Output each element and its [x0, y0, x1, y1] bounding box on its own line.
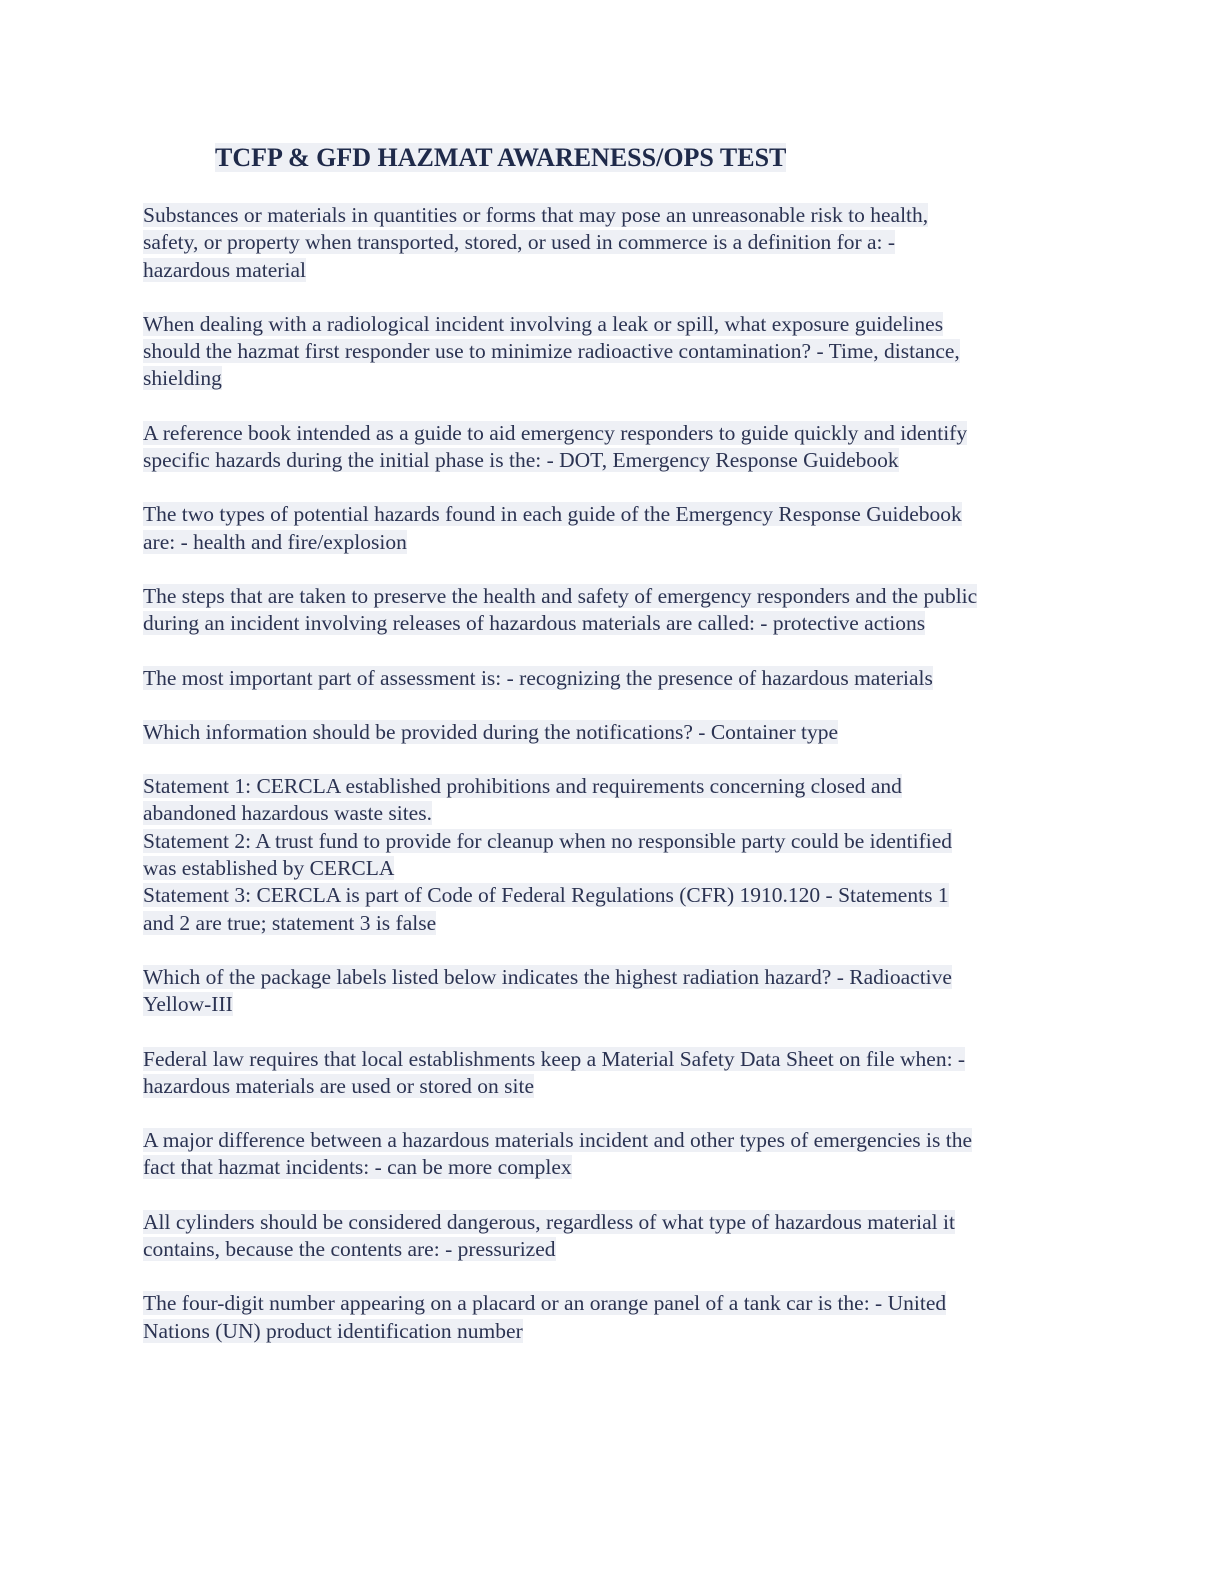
- question-line: The steps that are taken to preserve the health and safety of emergency responders and the public: [143, 583, 978, 608]
- question-line: during an incident involving releases of hazardous materials are called: - protective actions: [143, 611, 926, 636]
- question-item: [143, 1209, 1083, 1264]
- question-line: was established by CERCLA: [143, 856, 395, 881]
- question-line: The most important part of assessment is: - recognizing the presence of hazardous materials: [143, 665, 933, 690]
- question-line: Statement 2: A trust fund to provide for cleanup when no responsible party could be identified: [143, 828, 953, 853]
- question-line: shielding: [143, 366, 222, 391]
- question-list: [143, 202, 1083, 1372]
- question-line: Statement 3: CERCLA is part of Code of Federal Regulations (CFR) 1910.120 - Statements 1: [143, 883, 949, 908]
- question-item: [143, 311, 1083, 393]
- question-item: [143, 202, 1083, 284]
- question-line: When dealing with a radiological incident involving a leak or spill, what exposure guidelines: [143, 311, 944, 336]
- question-item: [143, 773, 1083, 937]
- question-line: Federal law requires that local establishments keep a Material Safety Data Sheet on file when: -: [143, 1046, 966, 1071]
- question-line: Substances or materials in quantities or forms that may pose an unreasonable risk to health,: [143, 203, 929, 227]
- question-line: Nations (UN) product identification number: [143, 1318, 523, 1343]
- question-item: [143, 1290, 1083, 1345]
- question-line: fact that hazmat incidents: - can be more complex: [143, 1155, 572, 1180]
- document-title-text: TCFP & GFD HAZMAT AWARENESS/OPS TEST: [215, 143, 787, 172]
- question-line: specific hazards during the initial phase is the: - DOT, Emergency Response Guidebook: [143, 448, 899, 473]
- question-line: hazardous materials are used or stored on site: [143, 1073, 535, 1098]
- question-line: Which information should be provided during the notifications? - Container type: [143, 719, 839, 744]
- question-item: [143, 719, 1083, 746]
- question-item: [143, 964, 1083, 1019]
- question-item: [143, 665, 1083, 692]
- question-line: should the hazmat first responder use to minimize radioactive contamination? - Time, distance,: [143, 339, 960, 364]
- question-item: [143, 1046, 1083, 1101]
- question-line: A reference book intended as a guide to aid emergency responders to guide quickly and identify: [143, 420, 968, 445]
- question-line: hazardous material: [143, 257, 306, 282]
- question-line: The four-digit number appearing on a placard or an orange panel of a tank car is the: - United: [143, 1291, 947, 1316]
- question-line: Yellow-III: [143, 992, 233, 1017]
- question-line: abandoned hazardous waste sites.: [143, 801, 432, 826]
- question-line: A major difference between a hazardous materials incident and other types of emergencies is the: [143, 1128, 973, 1153]
- question-line: and 2 are true; statement 3 is false: [143, 910, 437, 935]
- question-item: [143, 1127, 1083, 1182]
- question-line: contains, because the contents are: - pressurized: [143, 1237, 556, 1262]
- question-item: [143, 420, 1083, 475]
- document-title: [215, 141, 786, 175]
- question-line: The two types of potential hazards found in each guide of the Emergency Response Guidebook: [143, 502, 962, 527]
- question-line: Which of the package labels listed below indicates the highest radiation hazard? - Radioactive: [143, 964, 952, 989]
- question-line: safety, or property when transported, stored, or used in commerce is a definition for a: -: [143, 230, 896, 255]
- question-item: [143, 501, 1083, 556]
- question-item: [143, 583, 1083, 638]
- question-line: All cylinders should be considered dangerous, regardless of what type of hazardous material it: [143, 1209, 955, 1234]
- question-line: are: - health and fire/explosion: [143, 529, 407, 554]
- question-line: Statement 1: CERCLA established prohibitions and requirements concerning closed and: [143, 774, 902, 799]
